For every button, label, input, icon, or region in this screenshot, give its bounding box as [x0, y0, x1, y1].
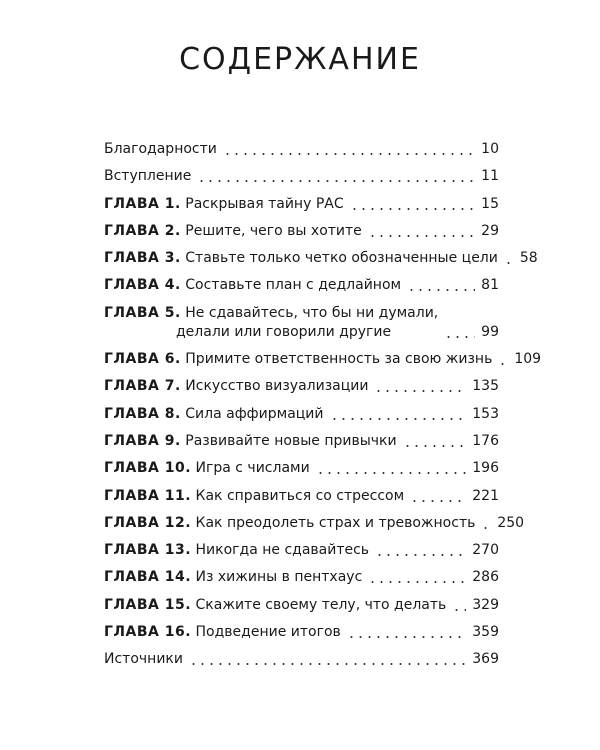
toc-entry-title: Искусство визуализации	[185, 378, 369, 395]
toc-entry-title: Игра с числами	[195, 460, 310, 477]
toc-entry-page: 359	[472, 624, 499, 641]
toc-entry-title: Ставьте только четко обозначенные цели	[185, 250, 498, 267]
toc-entry-title: Источники	[104, 651, 183, 668]
toc-entry-chapter-10	[104, 459, 499, 478]
toc-entry-title: Никогда не сдавайтесь	[195, 542, 370, 559]
toc-entry-acknowledgements	[104, 140, 499, 159]
toc-entry-title: Как справиться со стрессом	[195, 487, 405, 504]
chapter-number: ГЛАВА 10.	[104, 460, 192, 477]
toc-entry-page: 81	[481, 277, 499, 294]
toc-entry-title: Скажите своему телу, что делать	[195, 596, 447, 613]
toc-entry-page: 286	[472, 569, 499, 586]
page-title: СОДЕРЖАНИЕ	[179, 42, 421, 77]
toc-entry-chapter-9	[104, 432, 499, 451]
dot-leader	[504, 262, 514, 264]
chapter-number: ГЛАВА 3.	[104, 250, 181, 267]
chapter-number: ГЛАВА 5.	[104, 304, 181, 321]
toc-entry-title: Раскрывая тайну РАС	[185, 195, 344, 212]
dot-leader	[444, 336, 475, 338]
toc-entry-page: 329	[472, 596, 499, 613]
toc-entry-chapter-8	[104, 405, 499, 424]
chapter-number: ГЛАВА 15.	[104, 596, 192, 613]
toc-entry-chapter-5	[104, 304, 499, 342]
toc-entry-chapter-2	[104, 222, 499, 241]
dot-leader	[316, 472, 467, 474]
chapter-number: ГЛАВА 16.	[104, 624, 192, 641]
toc-entry-title: Развивайте новые привычки	[185, 432, 397, 449]
dot-leader	[410, 500, 466, 502]
dot-leader	[375, 554, 466, 556]
dot-leader	[189, 663, 466, 665]
toc-entry-title-continuation: делали или говорили другие	[176, 323, 392, 340]
dot-leader	[330, 418, 467, 420]
toc-entry-introduction	[104, 167, 499, 186]
toc-entry-page: 29	[481, 222, 499, 239]
toc-entry-sources	[104, 650, 499, 669]
chapter-number: ГЛАВА 2.	[104, 222, 181, 239]
toc-entry-title: Благодарности	[104, 141, 217, 157]
toc-entry-page: 10	[481, 141, 499, 157]
toc-entry-page: 176	[472, 432, 499, 449]
dot-leader	[197, 180, 475, 182]
toc-entry-title: Вступление	[104, 168, 192, 185]
toc-entry-chapter-16	[104, 623, 499, 642]
toc-entry-chapter-11	[104, 487, 499, 506]
chapter-number: ГЛАВА 4.	[104, 277, 181, 294]
toc-entry-page: 109	[514, 351, 542, 368]
toc-entry-page: 221	[472, 487, 499, 504]
toc-entry-title: Примите ответственность за свою жизнь	[185, 351, 493, 368]
toc-entry-page: 196	[472, 460, 499, 477]
toc-entry-chapter-6	[104, 350, 542, 369]
toc-entry-title: Сила аффирмаций	[185, 405, 324, 422]
toc-entry-title: Не сдавайтесь, что бы ни думали,	[185, 304, 439, 321]
toc-entry-chapter-7	[104, 377, 499, 396]
toc-entry-page: 99	[481, 323, 499, 340]
dot-leader	[368, 235, 475, 237]
dot-leader	[347, 636, 466, 638]
toc-entry-chapter-4	[104, 276, 499, 295]
chapter-number: ГЛАВА 6.	[104, 351, 181, 368]
toc-entry-page: 15	[481, 195, 499, 212]
toc-entry-title: Решите, чего вы хотите	[185, 222, 362, 239]
chapter-number: ГЛАВА 1.	[104, 195, 181, 212]
dot-leader	[368, 581, 466, 583]
toc-entry-page: 250	[497, 514, 525, 531]
dot-leader	[452, 609, 466, 611]
dot-leader	[403, 445, 467, 447]
toc-entry-page: 153	[472, 405, 499, 422]
toc-entry-chapter-1	[104, 195, 499, 214]
table-of-contents	[104, 140, 542, 678]
dot-leader	[350, 208, 476, 210]
chapter-number: ГЛАВА 9.	[104, 432, 181, 449]
toc-entry-chapter-13	[104, 541, 499, 560]
toc-entry-chapter-15	[104, 596, 499, 615]
toc-entry-title: Как преодолеть страх и тревожность	[195, 514, 476, 531]
toc-entry-title: Подведение итогов	[195, 624, 341, 641]
toc-entry-page: 270	[472, 542, 499, 559]
chapter-number: ГЛАВА 8.	[104, 405, 181, 422]
chapter-number: ГЛАВА 13.	[104, 542, 192, 559]
dot-leader	[223, 153, 475, 155]
dot-leader	[498, 363, 508, 365]
toc-entry-page: 11	[481, 168, 499, 185]
toc-entry-chapter-12	[104, 514, 525, 533]
toc-entry-title: Из хижины в пентхаус	[195, 569, 363, 586]
toc-entry-page: 369	[472, 651, 499, 668]
dot-leader	[407, 289, 475, 291]
toc-entry-page: 58	[519, 250, 538, 267]
chapter-number: ГЛАВА 11.	[104, 487, 192, 504]
dot-leader	[374, 390, 466, 392]
chapter-number: ГЛАВА 14.	[104, 569, 192, 586]
toc-entry-page: 135	[472, 378, 499, 395]
chapter-number: ГЛАВА 12.	[104, 514, 192, 531]
toc-entry-title: Составьте план с дедлайном	[185, 277, 402, 294]
toc-entry-chapter-14	[104, 568, 499, 587]
dot-leader	[481, 527, 491, 529]
toc-entry-chapter-3	[104, 249, 538, 268]
chapter-number: ГЛАВА 7.	[104, 378, 181, 395]
